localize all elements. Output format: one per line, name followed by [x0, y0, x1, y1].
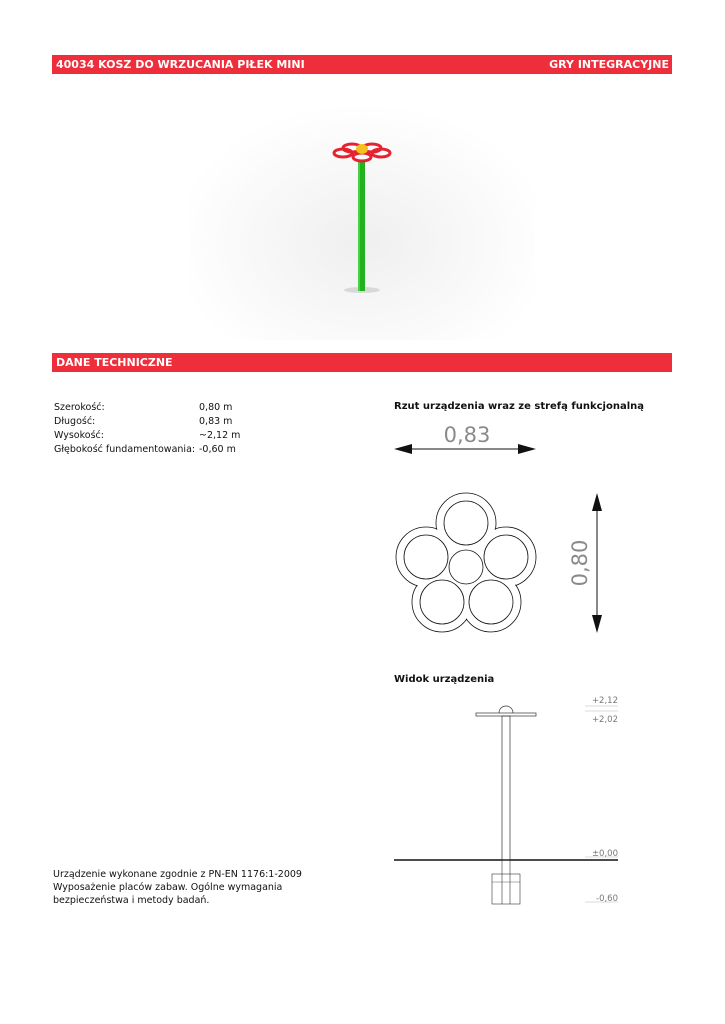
spec-value: 0,80 m: [199, 402, 233, 413]
elevation-drawing: [390, 690, 630, 915]
level-label: ±0,00: [591, 849, 618, 859]
spec-row: [54, 415, 240, 429]
section-bar: [52, 353, 672, 372]
level-label: -0,60: [596, 894, 618, 904]
specs-list: [54, 401, 240, 457]
product-image: [190, 85, 535, 340]
spec-label: Szerokość:: [54, 402, 105, 413]
note-line: bezpieczeństwa i metody badań.: [53, 895, 210, 906]
depth-dimension-label: 0,80: [568, 539, 592, 587]
spec-row: [54, 443, 240, 457]
spec-label: Długość:: [54, 416, 96, 427]
note-line: Wyposażenie placów zabaw. Ogólne wymagania: [53, 882, 283, 893]
spec-value: ~2,12 m: [199, 430, 241, 441]
category-label: GRY INTEGRACYJNE: [549, 58, 669, 71]
note-line: Urządzenie wykonane zgodnie z PN-EN 1176:1-2009: [53, 869, 302, 880]
plan-title: Rzut urządzenia wraz ze strefą funkcjonalną: [394, 401, 645, 412]
width-dimension-label: 0,83: [443, 423, 491, 447]
spec-value: -0,60 m: [199, 444, 236, 455]
spec-label: Głębokość fundamentowania:: [54, 444, 196, 455]
section-title: DANE TECHNICZNE: [56, 356, 173, 369]
product-title: 40034 KOSZ DO WRZUCANIA PIŁEK MINI: [56, 58, 305, 71]
elevation-title: Widok urządzenia: [394, 674, 495, 685]
spec-label: Wysokość:: [54, 430, 104, 441]
level-label: +2,02: [591, 715, 618, 725]
standard-note: [53, 868, 353, 907]
header-bar: [52, 55, 672, 74]
plan-drawing: [390, 418, 620, 648]
spec-row: [54, 429, 240, 443]
level-label: +2,12: [591, 696, 618, 706]
spec-value: 0,83 m: [199, 416, 233, 427]
spec-row: [54, 401, 240, 415]
